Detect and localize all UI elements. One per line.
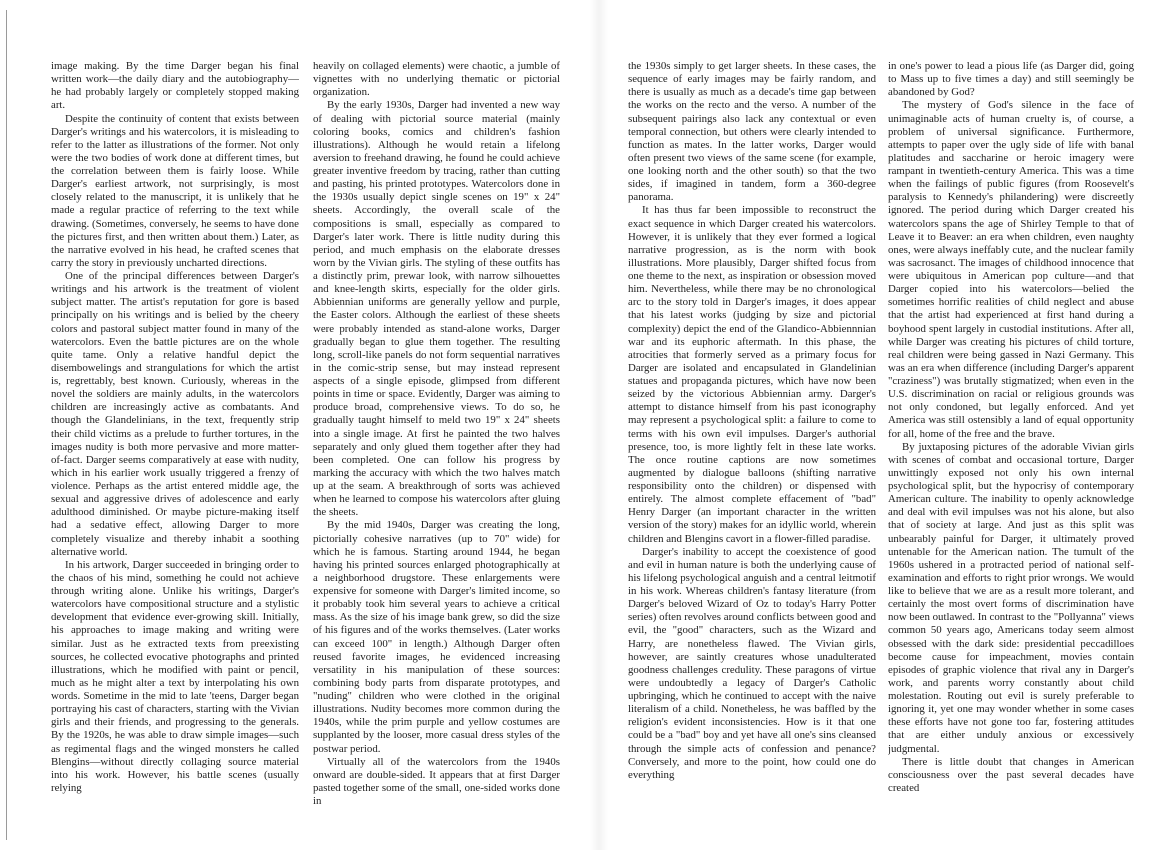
paragraph: By juxtaposing pictures of the adorable Vivian girls with scenes of combat and occasional torture, Darger unwittingly exposed not only his own internal psychological split, but the hypocrisy of contemporary American culture. The inability to openly acknowledge and deal with evil impulses was not his alone, but also that of society at large. And just as this split was unbearably painful for Darger, it ultimately proved untenable for the American nation. The tumult of the 1960s ushered in a protracted period of national self-examination and efforts to right prior wrongs. We would like to believe that we are as a result more tolerant, and certainly the most overt forms of discrimination have now been outlawed. In contrast to the "Pollyanna" views common 50 years ago, Americans today seem almost obsessed with the dark side: presidential peccadilloes become cause for impeachment, movies contain episodes of graphic violence that rival any in Darger's work, and parents worry constantly about child molestation. Routing out evil is surely preferable to ignoring it, yet one may wonder whether in some cases these efforts have not gone too far, fostering attitudes that are either unduly anxious or excessively judgmental. — [888, 440, 1134, 755]
page-edge — [0, 0, 10, 850]
paragraph: in one's power to lead a pious life (as Darger did, going to Mass up to five times a day) and still seemingly be abandoned by God? — [888, 60, 1134, 99]
paragraph: By the early 1930s, Darger had invented a new way of dealing with pictorial source material (mainly coloring books, comics and children's fashion illustrations). Although he would retain a lifelong aversion to freehand drawing, he found he could achieve greater inventive freedom by tracing, rather than cutting and pasting, his printed prototypes. Watercolors done in the 1930s usually depict single scenes on 19" x 24" sheets. Accordingly, the overall scale of the compositions is small, especially as compared to Darger's later work. There is little nudity during this period, and much emphasis on the elaborate dresses worn by the Vivian girls. The styling of these outfits has a distinctly prim, prewar look, with narrow silhouettes and knee-length skirts, especially for the older girls. Abbiennian uniforms are generally yellow and purple, the Easter colors. Although the earliest of these sheets were probably intended as stand-alone works, Darger gradually began to glue them together. The resulting long, scroll-like panels do not form sequential narratives in the comic-strip sense, but may instead represent aspects of a single episode, glimpsed from different points in time or space. Evidently, Darger was aiming to produce broad, comprehensive views. To do so, he gradually taught himself to meld two 19" x 24" sheets into a single image. At first he painted the two halves separately and only glued them together after they had been completed. One can follow his progress by marking the accuracy with which the two halves match up at the seam. A breakthrough of sorts was achieved when he learned to compose his watercolors after gluing the sheets. — [313, 99, 560, 519]
paragraph: By the mid 1940s, Darger was creating the long, pictorially cohesive narratives (up to 70" wide) for which he is famous. Starting around 1944, he began having his printed sources enlarged photographically at a neighborhood drugstore. These enlargements were expensive for someone with Darger's limited income, so it probably took him several years to achieve a critical mass. As the size of his image bank grew, so did the size of his figures and of the works themselves. (Later works can exceed 100" in length.) Although Darger often reused favorite images, he evidenced increasing versatility in his manipulation of these sources: combining body parts from disparate prototypes, and "nuding" children who were clothed in the original illustrations. Nudity becomes more common during the 1940s, while the prim purple and yellow costumes are supplanted by the looser, more casual dress styles of the postwar period. — [313, 519, 560, 755]
paragraph: Despite the continuity of content that exists between Darger's writings and his watercolors, it is misleading to refer to the latter as illustrations of the former. Not only were the two bodies of work done at different times, but the correlation between them is fairly loose. While Darger's earliest artwork, not surprisingly, is most closely related to the manuscript, it is unlikely that he made a regular practice of referring to the text while drawing. (Sometimes, conversely, he seems to have done the pictures first, and then written about them.) Later, as the narrative evolved in his head, he crafted scenes that carry the story in previously uncharted directions. — [51, 112, 299, 269]
paragraph: The mystery of God's silence in the face of unimaginable acts of human cruelty is, of course, a problem of universal significance. Furthermore, attempts to paper over the ugly side of life with banal platitudes and saccharine or heroic imagery were rampant in twentieth-century America. This was a time when the failings of public figures (from Roosevelt's paralysis to Kennedy's philandering) were discreetly ignored. The period during which Darger created his watercolors spans the age of Shirley Temple to that of Leave it to Beaver: an era when children, even naughty ones, were always ineffably cute, and the nuclear family was sacrosanct. The images of childhood innocence that were ubiquitous in American pop culture—and that Darger copied into his watercolors—belied the sometimes horrific realities of child neglect and abuse that the artist had experienced at first hand during a boyhood spent largely in custodial institutions. After all, while Darger was creating his pictures of child torture, real children were being gassed in Nazi Germany. This was an era when difference (including Darger's apparent "craziness") was brutally stigmatized; when even in the U.S. discrimination on racial or religious grounds was not only condoned, but legally enforced. And yet America was still ostensibly a land of equal opportunity for all, home of the free and the brave. — [888, 99, 1134, 440]
paragraph: heavily on collaged elements) were chaotic, a jumble of vignettes with no underlying thematic or pictorial organization. — [313, 60, 560, 99]
text-column-4 — [888, 60, 1134, 845]
paragraph: In his artwork, Darger succeeded in bringing order to the chaos of his mind, something he could not achieve through writing alone. Unlike his writings, Darger's watercolors have compositional structure and a stylistic development that evidence ever-growing skill. Initially, his approaches to image making and writing were similar. Just as he extracted texts from preexisting sources, he collected evocative photographs and printed illustrations, which he modified with paint or pencil, much as he might alter a text by interpolating his own words. Sometime in the mid to late 'teens, Darger began portraying his cast of characters, starting with the Vivian girls and their friends, and progressing to the generals. By the 1920s, he was able to draw simple images—such as regimental flags and the winged monsters he called Blengins—without directly collaging source material into his work. However, his battle scenes (usually relying — [51, 558, 299, 794]
text-column-2 — [313, 60, 560, 845]
paragraph: the 1930s simply to get larger sheets. In these cases, the sequence of early images may be fairly random, and there is usually as much as a decade's time gap between the works on the recto and the verso. A number of the subsequent pairings also lack any contextual or even temporal connection, but others were clearly intended to function as mates. In the latter works, Darger would often present two views of the same scene (for example, one looking north and the other south) so that the two sides, if imagined in tandem, form a 360-degree panorama. — [628, 60, 876, 204]
text-column-3 — [628, 60, 876, 845]
page-edge-line — [6, 10, 7, 840]
paragraph: One of the principal differences between Darger's writings and his artwork is the treatment of violent subject matter. The artist's reputation for gore is based principally on his writings and is belied by the cheery colors and pastoral subject matter found in many of the watercolors. Even the battle pictures are on the whole quite tame. Only a relative handful depict the disembowelings and strangulations for which the artist is, regrettably, best known. Curiously, whereas in the novel the soldiers are mainly adults, in the watercolors children are increasingly active as combatants. And though the Glandelinians, in the text, frequently strip their child victims as a prelude to further tortures, in the images nudity is both more pervasive and more matter-of-fact. Darger seems comparatively at ease with nudity, which in his earlier work usually triggered a frenzy of violence. Perhaps as the artist entered middle age, the sexual and aggressive drives of adolescence and early adulthood diminished. Or maybe picture-making itself had a sedative effect, allowing Darger to more completely visualize and thereby inhabit a soothing alternative world. — [51, 270, 299, 558]
paragraph: Darger's inability to accept the coexistence of good and evil in human nature is both the underlying cause of his lifelong psychological anguish and a central leitmotif in his work. Whereas children's fantasy literature (from Darger's beloved Wizard of Oz to today's Harry Potter series) often revolves around conflicts between good and evil, the "good" characters, such as the Wizard and Harry, are nonetheless flawed. The Vivian girls, however, are saintly creatures whose unadulterated goodness challenges credulity. These paragons of virtue were undoubtedly a legacy of Darger's Catholic upbringing, which he continued to accept with the naive literalism of a child. Nonetheless, he was baffled by the religion's evident inconsistencies. How is it that one could be a "bad" boy and yet have all one's sins cleansed through the simple acts of confession and penance? Conversely, and more to the point, how could one do everything — [628, 545, 876, 781]
paragraph: Virtually all of the watercolors from the 1940s onward are double-sided. It appears that at first Darger pasted together some of the small, one-sided works done in — [313, 755, 560, 807]
book-gutter — [590, 0, 608, 850]
paragraph: It has thus far been impossible to reconstruct the exact sequence in which Darger created his watercolors. However, it is unlikely that they ever formed a logical narrative progression, as is the norm with book illustrations. More plausibly, Darger shifted focus from one theme to the next, as inspiration or obsession moved him. Nevertheless, while there may be no chronological arc to the story told in Darger's images, it does appear that his latest works (judging by size and pictorial complexity) depict the end of the Glandico-Abbiennnian war and its euphoric aftermath. In this phase, the atrocities that formerly served as a primary focus for Darger are isolated and encapsulated in Glandelinian statues and propaganda pictures, which have now been seized by the victorious Abbiennian army. Darger's attempt to distance himself from his past iconography may represent a psychological split: a failure to come to terms with his own evil impulses. Darger's authorial presence, too, is more lightly felt in these late works. The once routine captions are now sometimes augmented by dialogue balloons (shifting narrative responsibility onto the children) or dispensed with entirely. The almost complete effacement of "bad" Henry Darger (an important character in the written version of the story) makes for an idyllic world, wherein children and Blengins cavort in a flower-filled paradise. — [628, 204, 876, 545]
paragraph: There is little doubt that changes in American consciousness over the past several decades have created — [888, 755, 1134, 794]
paragraph: image making. By the time Darger began his final written work—the daily diary and the autobiography—he had probably largely or completely stopped making art. — [51, 60, 299, 112]
text-column-1 — [51, 60, 299, 845]
